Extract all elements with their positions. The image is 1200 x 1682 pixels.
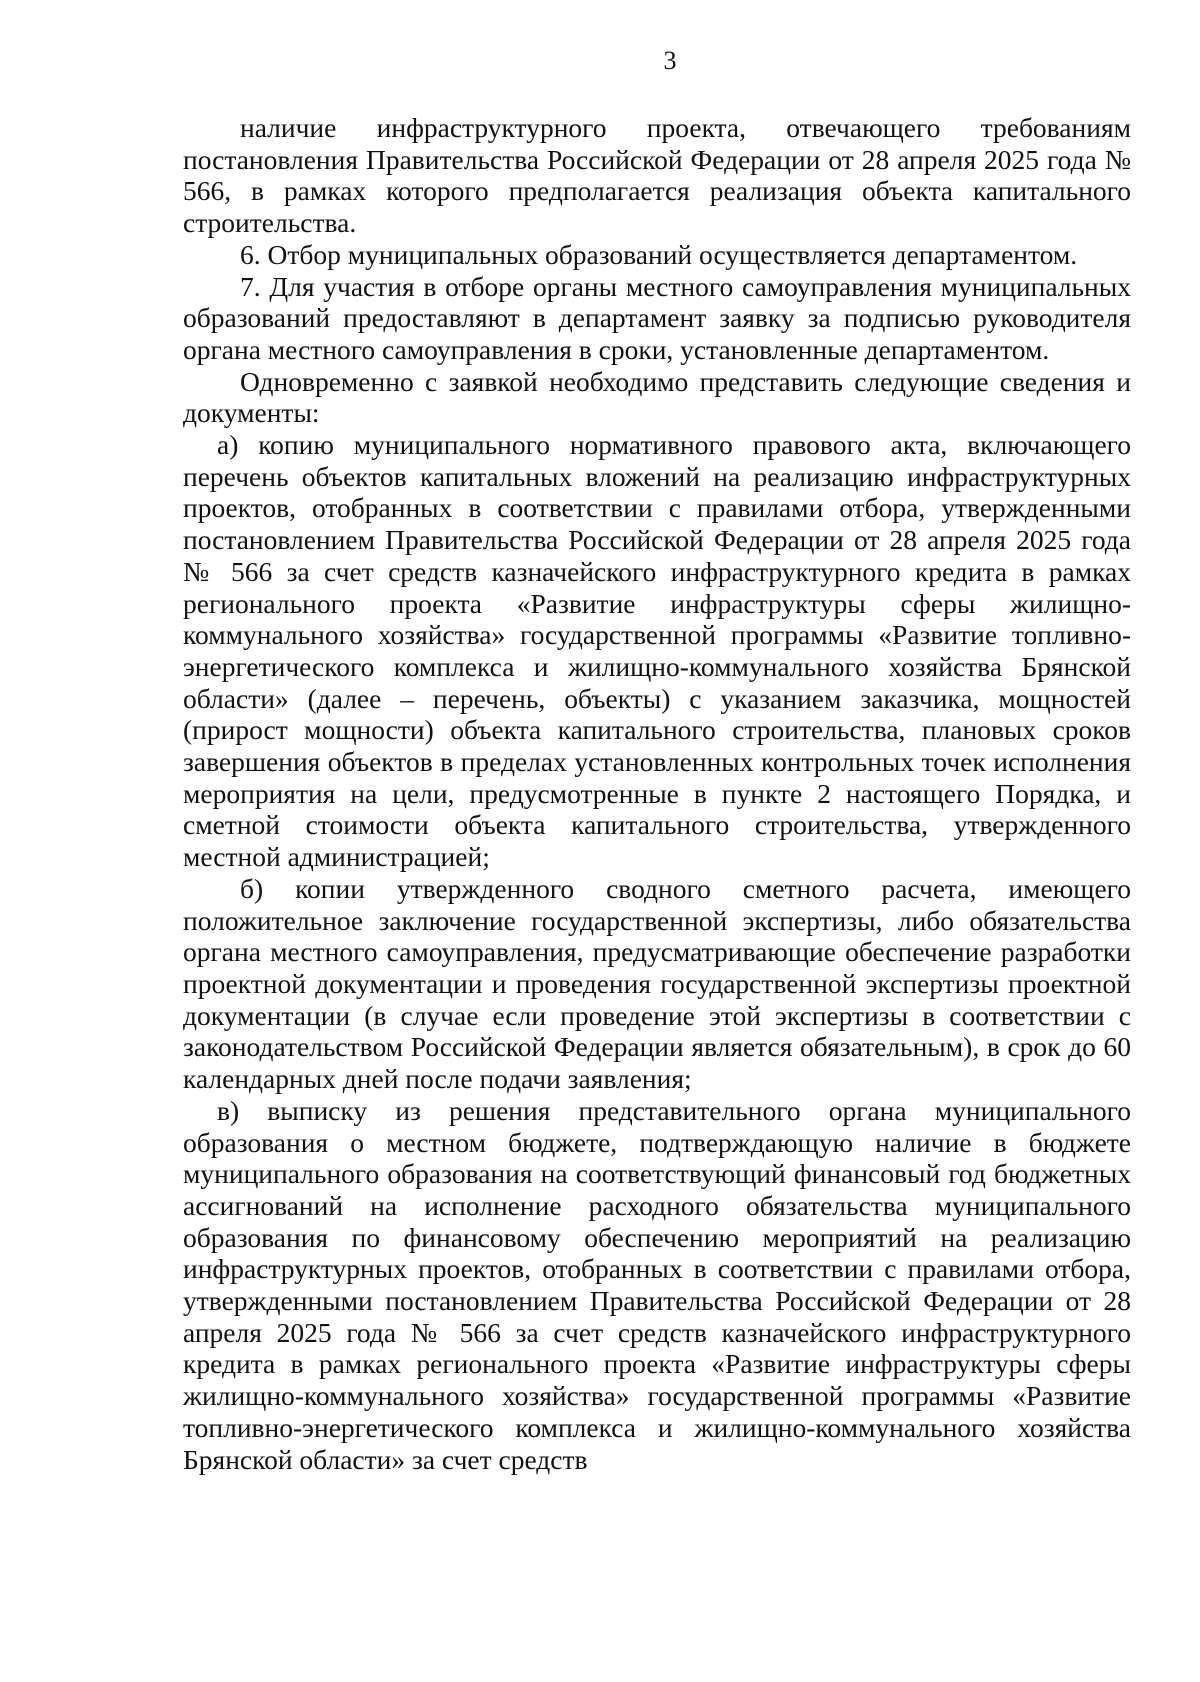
paragraph-item-7: 7. Для участия в отборе органы местного самоуправления муниципальных образований предоставляют в департамент заявку за подписью руководителя органа местного самоуправления в сроки, установленные департаментом. xyxy=(183,270,1131,365)
paragraph-subitem-v: в) выписку из решения представительного органа муниципального образования о местном бюджете, подтверждающую наличие в бюджете муниципального образования на соответствующий финансовый год бюджетных ассигнований на исполнение расходного обязательства муниципального образования по финансовому обеспечению мероприятий на реализацию инфраструктурных проектов, отобранных в соответствии с правилами отбора, утвержденными постановлением Правительства Российской Федерации от 28 апреля 2025 года № 566 за счет средств казначейского инфраструктурного кредита в рамках регионального проекта «Развитие инфраструктуры сферы жилищно-коммунального хозяйства» государственной программы «Развитие топливно-энергетического комплекса и жилищно-коммунального хозяйства Брянской области» за счет средств xyxy=(183,1094,1131,1475)
page-number: 3 xyxy=(663,46,677,75)
document-body xyxy=(183,112,1131,1475)
paragraph-item-6: 6. Отбор муниципальных образований осуществляется департаментом. xyxy=(240,238,1078,270)
paragraph-simultaneously: Одновременно с заявкой необходимо представить следующие сведения и документы: xyxy=(183,365,1131,429)
paragraph-continuation: наличие инфраструктурного проекта, отвечающего требованиям постановления Правительства Российской Федерации от 28 апреля 2025 года № 566, в рамках которого предполагается реализация объекта капитального строительства. xyxy=(183,112,1131,239)
paragraph-subitem-b: б) копии утвержденного сводного сметного расчета, имеющего положительное заключение государственной экспертизы, либо обязательства органа местного самоуправления, предусматривающие обеспечение разработки проектной документации и проведения государственной экспертизы проектной документации (в случае если проведение этой экспертизы в соответствии с законодательством Российской Федерации является обязательным), в срок до 60 календарных дней после подачи заявления; xyxy=(183,872,1131,1095)
paragraph-subitem-a: а) копию муниципального нормативного правового акта, включающего перечень объектов капитальных вложений на реализацию инфраструктурных проектов, отобранных в соответствии с правилами отбора, утвержденными постановлением Правительства Российской Федерации от 28 апреля 2025 года № 566 за счет средств казначейского инфраструктурного кредита в рамках регионального проекта «Развитие инфраструктуры сферы жилищно-коммунального хозяйства» государственной программы «Развитие топливно-энергетического комплекса и жилищно-коммунального хозяйства Брянской области» (далее – перечень, объекты) с указанием заказчика, мощностей (прирост мощности) объекта капитального строительства, плановых сроков завершения объектов в пределах установленных контрольных точек исполнения мероприятия на цели, предусмотренные в пункте 2 настоящего Порядка, и сметной стоимости объекта капитального строительства, утвержденного местной администрацией; xyxy=(183,429,1131,873)
